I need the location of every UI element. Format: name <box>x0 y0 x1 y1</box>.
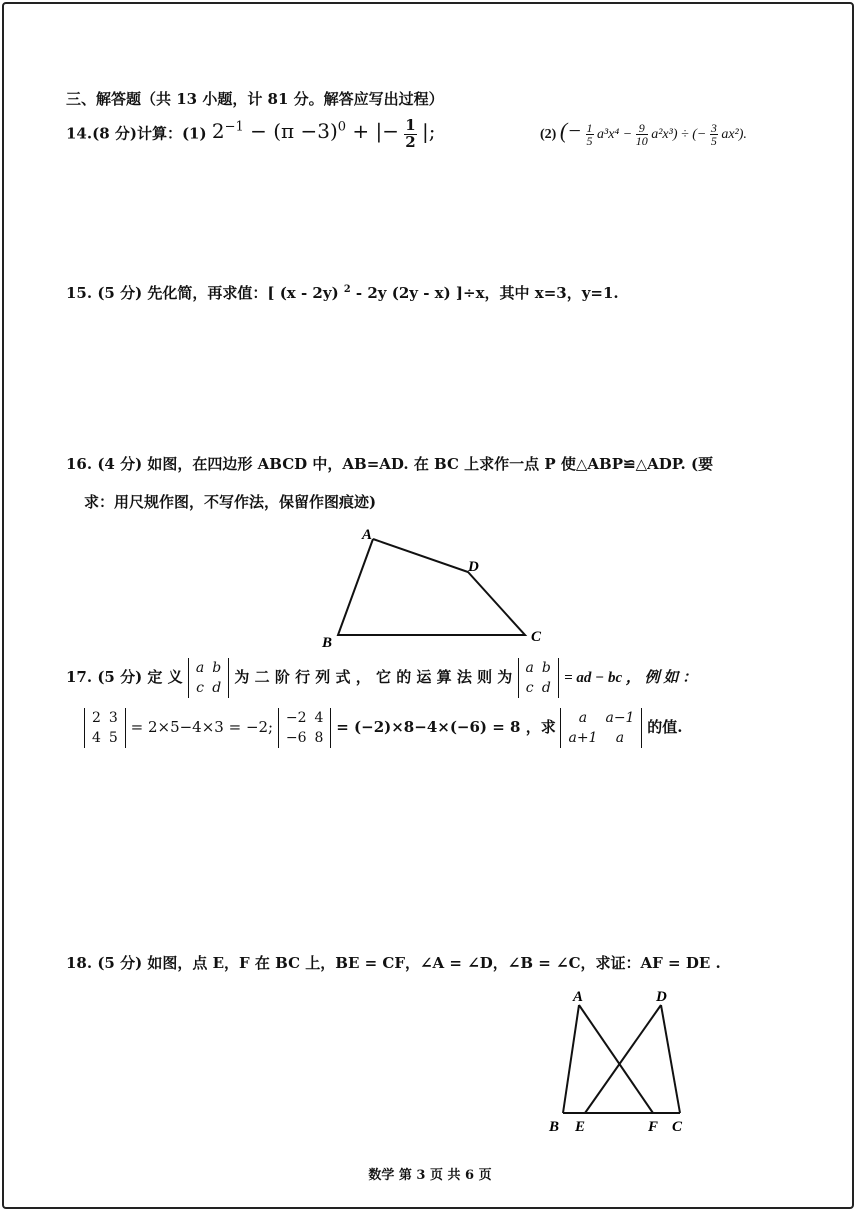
q14-expr1: $2^{-1} - (\pi -3)^0$ + |− <box>211 119 400 144</box>
section-title: 三、解答题（共 13 小题，计 81 分。解答应写出过程） <box>66 90 444 108</box>
det-example-2: −2 4 −6 8 <box>278 708 332 748</box>
label-a: A <box>362 527 373 543</box>
label-b: B <box>549 1119 560 1135</box>
question-18: 18. (5 分) 如图，点 E，F 在 BC 上，BE = CF，∠A = ∠D，∠B = ∠C，求证：AF = DE . <box>66 954 721 972</box>
det-question: a a−1 a+1 a <box>560 708 642 748</box>
det-example-1: 2 3 4 5 <box>84 708 126 748</box>
label-c: C <box>672 1119 683 1135</box>
question-17-line1: 17. (5 分) 定 义 a b c d 为 二 阶 行 列 式 ， 它 的 运 算 法 则 为 a b c d = ad − bc ， 例 如 ： <box>66 660 698 696</box>
question-15: 15. (5 分) 先化简，再求值：[ (x - 2y) $^2$ - 2y (2y - x) ]÷x，其中 x=3，y=1. <box>66 284 619 302</box>
quadrilateral-abcd <box>338 539 525 635</box>
segment-ab <box>563 1005 579 1113</box>
question-14: 14.(8 分)计算：(1) $2^{-1} - (\pi -3)^0$ + |− $\frac{1}{2}$ |; <box>66 116 436 151</box>
question-16-line1: 16. (4 分) 如图，在四边形 ABCD 中，AB=AD. 在 BC 上求作一点 P 使△ABP≌△ADP. (要 <box>66 455 714 473</box>
label-d: D <box>656 989 667 1005</box>
question-16-line2: 求：用尺规作图，不写作法，保留作图痕迹) <box>84 493 377 511</box>
triangles-figure <box>545 985 695 1135</box>
question-17-line2: 2 3 4 5 = 2×5−4×3 = −2; −2 4 −6 8 = (−2)×8−4×(−6) = 8 ，求 a a−1 a+1 a 的值. <box>84 708 682 748</box>
det-definition: a b c d <box>188 658 229 698</box>
label-a: A <box>573 989 584 1005</box>
label-e: E <box>575 1119 586 1135</box>
label-f: F <box>648 1119 659 1135</box>
page-footer: 数学 第 3 页 共 6 页 <box>368 1168 492 1183</box>
label-d: D <box>468 559 479 575</box>
q14-prefix: 14.(8 分)计算：(1) <box>66 124 207 143</box>
segment-dc <box>661 1005 680 1113</box>
segment-de <box>585 1005 661 1113</box>
q14-fraction: $\frac{1}{2}$ <box>405 116 416 151</box>
segment-af <box>579 1005 653 1113</box>
det-rule: a b c d <box>518 658 559 698</box>
label-b: B <box>322 635 333 650</box>
quadrilateral-figure <box>310 525 550 650</box>
question-14-part2: (2) (− $\frac{1}{5}$ a³x⁴ − $\frac{9}{10}$ a²x³) ÷ (− $\frac{3}{5}$ ax²). <box>540 118 747 149</box>
label-c: C <box>531 629 542 645</box>
